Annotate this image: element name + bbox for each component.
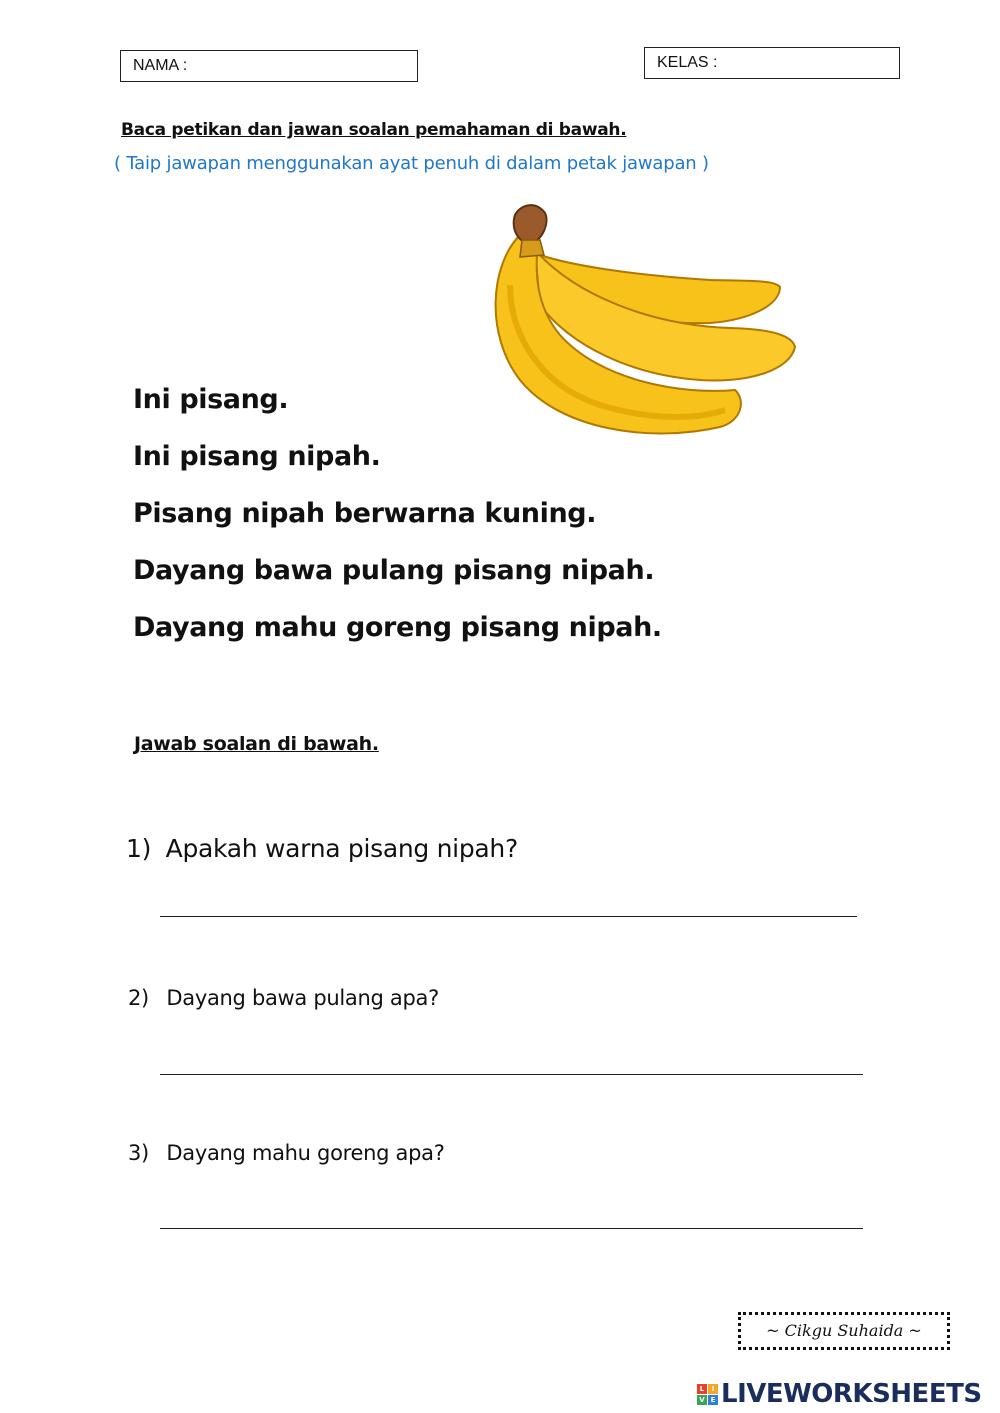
liveworksheets-logo-icon	[697, 1384, 718, 1405]
banana-stem-neck	[520, 240, 544, 257]
question-2	[128, 986, 439, 1010]
question-text: Apakah warna pisang nipah?	[165, 834, 518, 863]
brand-text: LIVEWORKSHEETS	[721, 1379, 982, 1409]
liveworksheets-brand	[697, 1376, 982, 1412]
instruction-note: ( Taip jawapan menggunakan ayat penuh di dalam petak jawapan )	[114, 153, 709, 174]
questions-heading: Jawab soalan di bawah.	[134, 733, 379, 755]
question-number: 1)	[126, 834, 152, 863]
passage-line: Dayang bawa pulang pisang nipah.	[133, 555, 655, 586]
kelas-field[interactable]	[644, 47, 900, 79]
question-1	[126, 834, 518, 863]
question-text: Dayang mahu goreng apa?	[166, 1141, 445, 1165]
passage-line: Pisang nipah berwarna kuning.	[133, 498, 597, 529]
reading-passage	[133, 378, 662, 663]
passage-line: Ini pisang.	[133, 384, 289, 415]
nama-label: NAMA :	[133, 57, 188, 74]
question-text: Dayang bawa pulang apa?	[166, 986, 439, 1010]
banana-stem	[514, 205, 547, 243]
teacher-signature: ~ Cikgu Suhaida ~	[738, 1312, 950, 1350]
answer-field-3[interactable]	[160, 1228, 863, 1229]
logo-letter: I	[708, 1384, 718, 1394]
passage-line: Dayang mahu goreng pisang nipah.	[133, 612, 662, 643]
kelas-label: KELAS :	[657, 54, 718, 71]
logo-letter: V	[697, 1395, 707, 1405]
question-3	[128, 1141, 445, 1165]
instruction-heading: Baca petikan dan jawan soalan pemahaman di bawah.	[121, 120, 627, 140]
question-number: 2)	[128, 986, 149, 1010]
passage-line: Ini pisang nipah.	[133, 441, 381, 472]
nama-field[interactable]	[120, 50, 418, 82]
answer-field-1[interactable]	[160, 916, 857, 917]
question-number: 3)	[128, 1141, 149, 1165]
answer-field-2[interactable]	[160, 1074, 863, 1075]
logo-letter: L	[697, 1384, 707, 1394]
logo-letter: E	[708, 1395, 718, 1405]
